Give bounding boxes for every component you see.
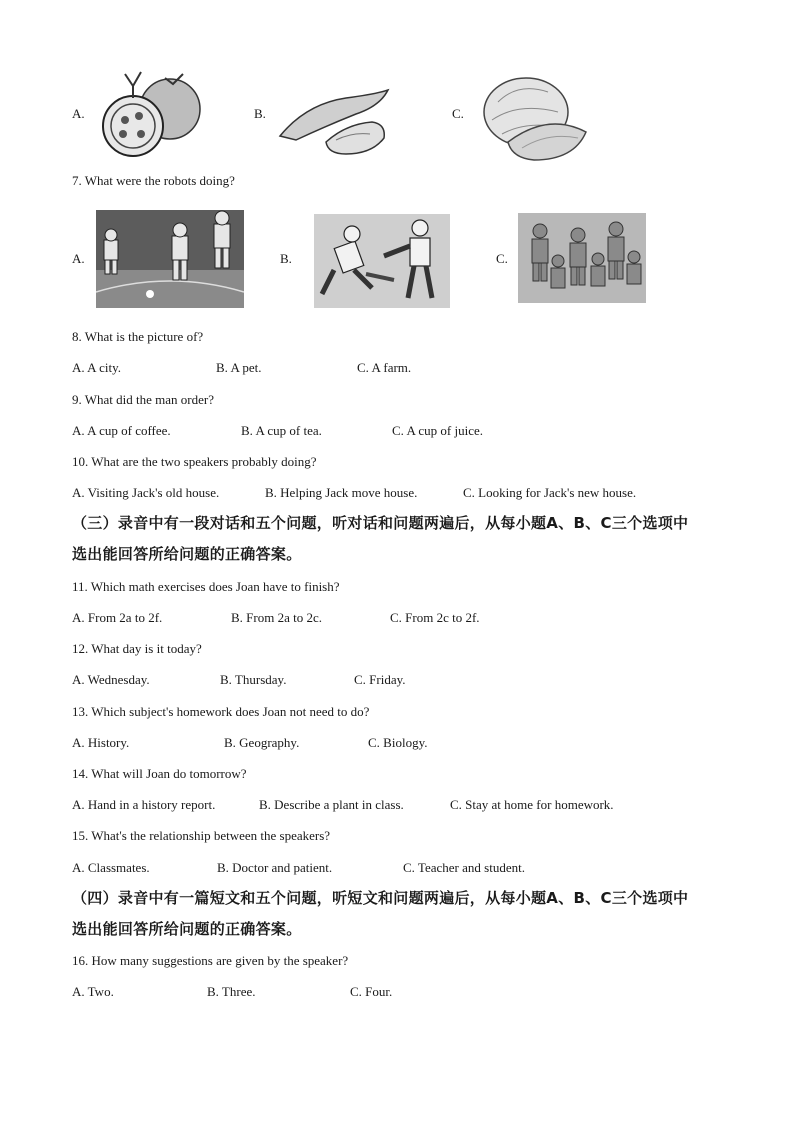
q6-option-b-label: B. bbox=[254, 106, 266, 121]
q8-option-a: A. A city. bbox=[72, 360, 121, 375]
q8-option-b: B. A pet. bbox=[216, 360, 262, 375]
q9-option-b: B. A cup of tea. bbox=[241, 423, 322, 438]
q15-option-b: B. Doctor and patient. bbox=[217, 860, 333, 875]
cabbage-picture bbox=[478, 72, 592, 164]
robots-dancing-picture bbox=[518, 213, 646, 303]
q12-option-c: C. Friday. bbox=[354, 672, 406, 687]
question-10: 10. What are the two speakers probably doing? bbox=[72, 454, 317, 469]
question-9: 9. What did the man order? bbox=[72, 392, 214, 407]
question-12: 12. What day is it today? bbox=[72, 641, 202, 656]
q13-option-a: A. History. bbox=[72, 735, 130, 750]
q16-option-a: A. Two. bbox=[72, 984, 114, 999]
q16-option-b: B. Three. bbox=[207, 984, 256, 999]
q14-option-c: C. Stay at home for homework. bbox=[450, 797, 614, 812]
question-11: 11. Which math exercises does Joan have to finish? bbox=[72, 579, 340, 594]
q13-option-b: B. Geography. bbox=[224, 735, 300, 750]
q12-option-b: B. Thursday. bbox=[220, 672, 287, 687]
q16-option-c: C. Four. bbox=[350, 984, 393, 999]
q7-option-c-label: C. bbox=[496, 251, 508, 266]
q13-option-c: C. Biology. bbox=[368, 735, 428, 750]
question-15: 15. What's the relationship between the speakers? bbox=[72, 828, 331, 843]
question-13: 13. Which subject's homework does Joan not need to do? bbox=[72, 704, 370, 719]
question-8: 8. What is the picture of? bbox=[72, 329, 204, 344]
q9-option-c: C. A cup of juice. bbox=[392, 423, 483, 438]
q11-option-a: A. From 2a to 2f. bbox=[72, 610, 163, 625]
q14-option-a: A. Hand in a history report. bbox=[72, 797, 216, 812]
q14-option-b: B. Describe a plant in class. bbox=[259, 797, 404, 812]
section-4-instruction-line2: 选出能回答所给问题的正确答案。 bbox=[72, 920, 302, 938]
sweet-potatoes-picture bbox=[276, 84, 396, 160]
q11-option-c: C. From 2c to 2f. bbox=[390, 610, 480, 625]
q10-option-b: B. Helping Jack move house. bbox=[265, 485, 418, 500]
q15-option-c: C. Teacher and student. bbox=[403, 860, 525, 875]
q7-option-a-label: A. bbox=[72, 251, 85, 266]
section-4-instruction-line1: （四）录音中有一篇短文和五个问题，听短文和问题两遍后，从每小题A、B、C三个选项中 bbox=[72, 889, 689, 907]
robots-playing-soccer-picture bbox=[96, 210, 244, 308]
q8-option-c: C. A farm. bbox=[357, 360, 412, 375]
question-14: 14. What will Joan do tomorrow? bbox=[72, 766, 247, 781]
q9-option-a: A. A cup of coffee. bbox=[72, 423, 171, 438]
q6-option-a-label: A. bbox=[72, 106, 85, 121]
q10-option-c: C. Looking for Jack's new house. bbox=[463, 485, 637, 500]
q15-option-a: A. Classmates. bbox=[72, 860, 150, 875]
q6-option-c-label: C. bbox=[452, 106, 464, 121]
section-3-instruction-line1: （三）录音中有一段对话和五个问题，听对话和问题两遍后，从每小题A、B、C三个选项中 bbox=[72, 514, 689, 532]
q12-option-a: A. Wednesday. bbox=[72, 672, 150, 687]
question-7: 7. What were the robots doing? bbox=[72, 173, 235, 188]
robots-fighting-picture bbox=[314, 214, 450, 308]
question-16: 16. How many suggestions are given by the speaker? bbox=[72, 953, 349, 968]
section-3-instruction-line2: 选出能回答所给问题的正确答案。 bbox=[72, 545, 302, 563]
tomatoes-picture bbox=[95, 64, 210, 160]
q11-option-b: B. From 2a to 2c. bbox=[231, 610, 322, 625]
q10-option-a: A. Visiting Jack's old house. bbox=[72, 485, 220, 500]
q7-option-b-label: B. bbox=[280, 251, 292, 266]
